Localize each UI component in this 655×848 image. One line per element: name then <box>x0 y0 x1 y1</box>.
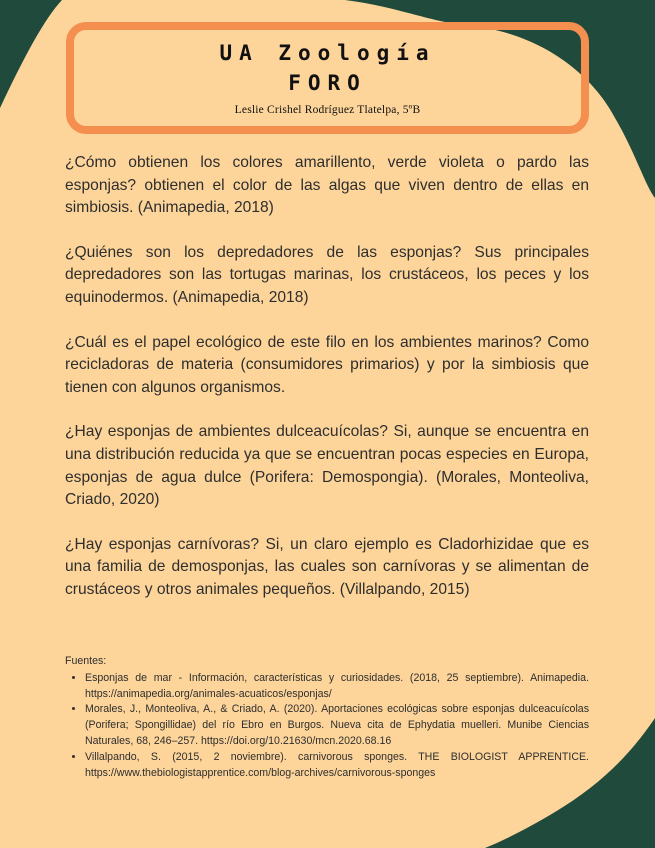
source-item: • Esponjas de mar - Información, características y curiosidades. (2018, 25 septiembre). Animapedia. https://animapedia.org/animales-acuaticos/esponjas/ <box>85 671 589 703</box>
paragraph-carnivorous: ¿Hay esponjas carnívoras? Si, un claro ejemplo es Cladorhizidae que es una familia de demosponjas, las cuales son carnívoras y se alimentan de crustáceos y otros animales pequeños. (Villalpando, 2015) <box>65 535 589 598</box>
sources-heading: Fuentes: <box>65 655 107 667</box>
source-item: • Villalpando, S. (2015, 2 noviembre). carnivorous sponges. THE BIOLOGIST APPRENTICE. https://www.thebiologistapprentice.com/blog-archives/carnivorous-sponges <box>85 750 589 782</box>
source-item: • Morales, J., Monteoliva, A., & Criado, A. (2020). Aportaciones ecológicas sobre esponjas dulceacuícolas (Porifera; Spongillidae) del río Ebro en Burgos. Nueva cita de Ephydatia muelleri. Munibe Ciencias Naturales, 68, 246–257. https://doi.org/10.21630/mcn.2020.68.16 <box>85 702 589 749</box>
paragraph-colors: ¿Cómo obtienen los colores amarillento, verde violeta o pardo las esponjas? obtienen el color de las algas que viven dentro de ellas en simbiosis. (Animapedia, 2018) <box>65 154 589 217</box>
paragraph-freshwater: ¿Hay esponjas de ambientes dulceacuícolas? Si, aunque se encuentra en una distribución reducida ya que se encuentran pocas especies en Europa, esponjas de agua dulce (Porifera: Demospongia). (Morales, Monteoliva, Criado, 2020) <box>65 423 589 509</box>
author-name: Leslie Crishel Rodríguez Tlatelpa, 5ºB <box>234 104 421 116</box>
forum-content <box>65 152 589 624</box>
course-title: UA Zoología <box>219 41 436 65</box>
forum-title: FORO <box>288 71 367 95</box>
title-frame <box>66 22 589 134</box>
sources-section <box>65 654 589 781</box>
sources-list <box>65 671 589 782</box>
paragraph-predators: ¿Quiénes son los depredadores de las esponjas? Sus principales depredadores son las tortugas marinas, los crustáceos, los peces y los equinodermos. (Animapedia, 2018) <box>65 243 589 306</box>
paragraph-ecological-role: ¿Cuál es el papel ecológico de este filo en los ambientes marinos? Como recicladoras de materia (consumidores primarios) y por la simbiosis que tienen con algunos organismos. <box>65 333 589 396</box>
